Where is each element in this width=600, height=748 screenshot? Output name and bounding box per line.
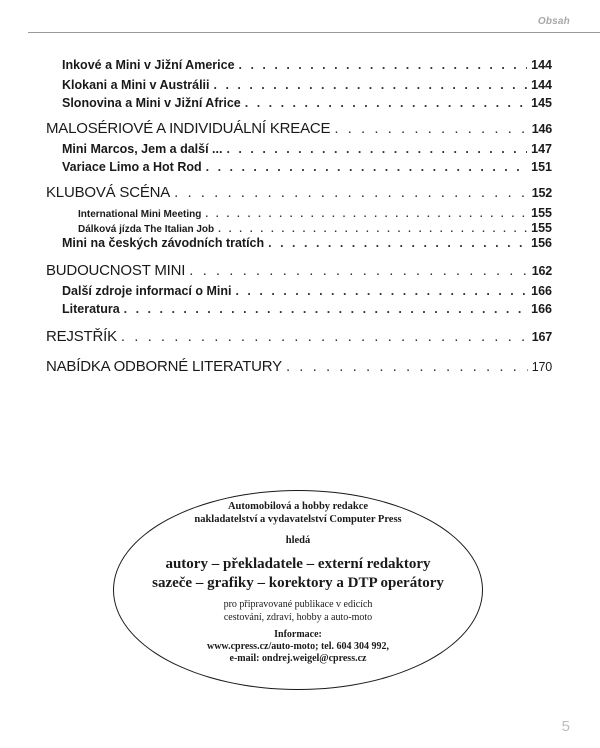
toc-entry xyxy=(62,58,552,72)
toc-entry-page: 166 xyxy=(531,284,552,298)
toc-chapter-title: MALOSÉRIOVÉ A INDIVIDUÁLNÍ KREACE xyxy=(46,120,331,137)
header-rule xyxy=(28,32,600,33)
toc-entry xyxy=(62,160,552,174)
toc-entry-title: Variace Limo a Hot Rod xyxy=(62,160,202,174)
toc-leader-dots xyxy=(206,160,528,174)
toc-chapter-title: REJSTŘÍK xyxy=(46,328,117,345)
running-header xyxy=(0,0,600,44)
toc-entry-title: Mini Marcos, Jem a další ... xyxy=(62,142,223,156)
advert-seeking: hledá xyxy=(285,535,311,546)
toc-leader-dots xyxy=(218,224,527,235)
toc-entry-title: Inkové a Mini v Jižní Americe xyxy=(62,58,235,72)
toc-entry xyxy=(62,96,552,110)
toc-entry-title: Slonovina a Mini v Jižní Africe xyxy=(62,96,241,110)
toc-chapter xyxy=(46,328,552,345)
advertisement xyxy=(113,500,483,665)
toc-entry xyxy=(62,302,552,316)
advert-info-line-2: e-mail: ondrej.weigel@cpress.cz xyxy=(229,653,367,664)
toc-chapter xyxy=(46,120,552,137)
toc-leader-dots xyxy=(245,96,527,110)
toc-subentry-title: International Mini Meeting xyxy=(78,209,202,220)
toc-leader-dots xyxy=(268,236,527,250)
toc-chapter-page: 170 xyxy=(531,360,552,374)
toc-subentry xyxy=(78,206,552,220)
toc-entry-title: Mini na českých závodních tratích xyxy=(62,236,265,250)
toc-entry xyxy=(62,78,552,92)
advert-info-title: Informace: xyxy=(274,629,322,640)
toc-entry-title: Klokani a Mini v Austrálii xyxy=(62,78,210,92)
page-number: 5 xyxy=(561,718,570,735)
toc-leader-dots xyxy=(334,120,527,137)
section-title: Obsah xyxy=(537,16,570,27)
advert-roles-line-2: sazeče – grafiky – korektory a DTP operátory xyxy=(152,575,444,591)
toc-entry-page: 156 xyxy=(531,236,552,250)
toc-entry-page: 166 xyxy=(531,302,552,316)
toc-entry-page: 145 xyxy=(531,96,552,110)
toc-entry-page: 151 xyxy=(531,160,552,174)
toc-subentry-page: 155 xyxy=(531,206,552,220)
toc-subentry xyxy=(78,221,552,235)
toc-subentry-page: 155 xyxy=(531,221,552,235)
advert-line-2: nakladatelství a vydavatelství Computer Press xyxy=(194,514,402,525)
toc-leader-dots xyxy=(239,58,528,72)
toc-leader-dots xyxy=(189,262,528,279)
toc-chapter-title: BUDOUCNOST MINI xyxy=(46,262,186,279)
toc-entry-title: Další zdroje informací o Mini xyxy=(62,284,232,298)
toc-leader-dots xyxy=(286,358,528,375)
toc-leader-dots xyxy=(235,284,527,298)
toc-chapter-page: 162 xyxy=(531,264,552,278)
advert-purpose-line-2: cestování, zdraví, hobby a auto-moto xyxy=(223,611,373,623)
toc-chapter xyxy=(46,358,552,375)
toc-entry-page: 144 xyxy=(531,78,552,92)
toc-leader-dots xyxy=(121,328,528,345)
toc-chapter-page: 146 xyxy=(531,122,552,136)
toc-chapter xyxy=(46,184,552,201)
toc-chapter xyxy=(46,262,552,279)
advert-info-line-1: www.cpress.cz/auto-moto; tel. 604 304 992, xyxy=(206,641,389,652)
toc-chapter-page: 167 xyxy=(531,330,552,344)
advert-roles-line-1: autory – překladatele – externí redaktory xyxy=(165,556,431,572)
toc-chapter-title: KLUBOVÁ SCÉNA xyxy=(46,184,171,201)
toc-leader-dots xyxy=(214,78,528,92)
toc-chapter-page: 152 xyxy=(531,186,552,200)
advert-purpose-line-1: pro připravované publikace v edicích xyxy=(223,599,373,610)
toc-entry-title: Literatura xyxy=(62,302,120,316)
toc-entry-page: 144 xyxy=(531,58,552,72)
toc-leader-dots xyxy=(174,184,528,201)
toc-leader-dots xyxy=(226,142,527,156)
toc-entry xyxy=(62,142,552,156)
toc-leader-dots xyxy=(124,302,527,316)
toc-subentry-title: Dálková jízda The Italian Job xyxy=(78,224,215,235)
toc-entry-page: 147 xyxy=(531,142,552,156)
toc-entry xyxy=(62,284,552,298)
advert-line-1: Automobilová a hobby redakce xyxy=(227,501,369,512)
toc-entry xyxy=(62,236,552,250)
toc-leader-dots xyxy=(205,209,527,220)
toc-chapter-title: NABÍDKA ODBORNÉ LITERATURY xyxy=(46,358,282,375)
